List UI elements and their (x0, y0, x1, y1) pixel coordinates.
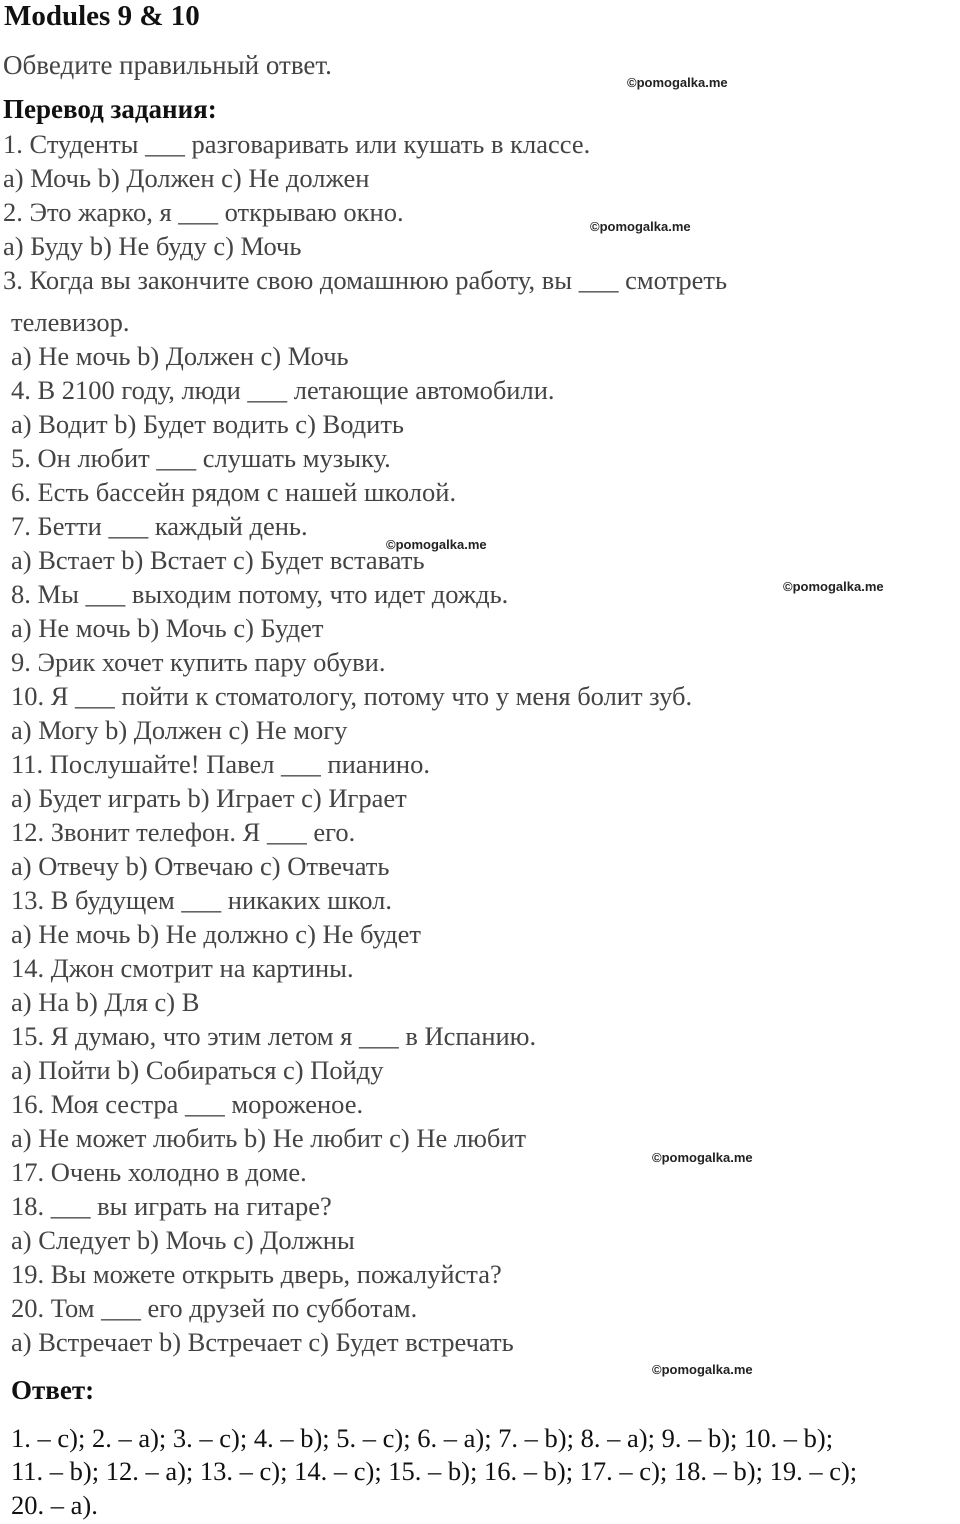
exercise-line: 19. Вы можете открыть дверь, пожалуйста? (11, 1259, 502, 1289)
exercise-line: a) На b) Для c) В (11, 987, 200, 1017)
exercise-line: a) Встает b) Встает c) Будет вставать (11, 545, 425, 575)
exercise-line: a) Водит b) Будет водить c) Водить (11, 409, 405, 439)
translation-heading: Перевод задания: (3, 94, 217, 124)
exercise-line: a) Встречает b) Встречает c) Будет встречать (11, 1327, 514, 1357)
exercise-line: 12. Звонит телефон. Я ___ его. (11, 817, 356, 847)
exercise-line: a) Не может любить b) Не любит c) Не любит (11, 1123, 527, 1153)
exercise-line: 11. Послушайте! Павел ___ пианино. (11, 749, 430, 779)
exercise-line: 6. Есть бассейн рядом с нашей школой. (11, 477, 457, 507)
answer-line: 20. – a). (11, 1490, 98, 1520)
answer-line: 1. – c); 2. – a); 3. – c); 4. – b); 5. – c); 6. – a); 7. – b); 8. – a); 9. – b); 10. – b); (11, 1423, 834, 1453)
instruction-text: Обведите правильный ответ. (3, 50, 332, 80)
watermark: ©pomogalka.me (652, 1362, 753, 1377)
exercise-line: a) Мочь b) Должен c) Не должен (3, 163, 370, 193)
exercise-line: a) Пойти b) Собираться c) Пойду (11, 1055, 384, 1085)
exercise-line: 9. Эрик хочет купить пару обуви. (11, 647, 386, 677)
exercise-line: 17. Очень холодно в доме. (11, 1157, 307, 1187)
exercise-line: a) Могу b) Должен c) Не могу (11, 715, 348, 745)
exercise-line: a) Не мочь b) Мочь c) Будет (11, 613, 324, 643)
exercise-line: a) Будет играть b) Играет c) Играет (11, 783, 407, 813)
exercise-line: телевизор. (11, 307, 130, 337)
exercise-line: a) Не мочь b) Должен c) Мочь (11, 341, 349, 371)
exercise-line: 5. Он любит ___ слушать музыку. (11, 443, 391, 473)
exercise-line: a) Следует b) Мочь c) Должны (11, 1225, 355, 1255)
watermark: ©pomogalka.me (652, 1150, 753, 1165)
answer-heading: Ответ: (11, 1375, 95, 1405)
exercise-line: a) Буду b) Не буду c) Мочь (3, 231, 302, 261)
exercise-line: 8. Мы ___ выходим потому, что идет дождь. (11, 579, 509, 609)
watermark: ©pomogalka.me (783, 579, 884, 594)
exercise-line: 10. Я ___ пойти к стоматологу, потому что у меня болит зуб. (11, 681, 693, 711)
watermark: ©pomogalka.me (590, 219, 691, 234)
answer-line: 11. – b); 12. – a); 13. – c); 14. – c); 15. – b); 16. – b); 17. – c); 18. – b); 19. – c); (11, 1456, 858, 1486)
watermark: ©pomogalka.me (627, 75, 728, 90)
exercise-line: 7. Бетти ___ каждый день. (11, 511, 308, 541)
exercise-line: 16. Моя сестра ___ мороженое. (11, 1089, 364, 1119)
page-title: Modules 9 & 10 (4, 0, 200, 32)
watermark: ©pomogalka.me (386, 537, 487, 552)
exercise-line: 20. Том ___ его друзей по субботам. (11, 1293, 418, 1323)
exercise-line: 2. Это жарко, я ___ открываю окно. (3, 197, 404, 227)
exercise-line: 13. В будущем ___ никаких школ. (11, 885, 392, 915)
exercise-line: 15. Я думаю, что этим летом я ___ в Испанию. (11, 1021, 537, 1051)
exercise-line: 18. ___ вы играть на гитаре? (11, 1191, 332, 1221)
exercise-line: a) Отвечу b) Отвечаю c) Отвечать (11, 851, 390, 881)
exercise-line: a) Не мочь b) Не должно c) Не будет (11, 919, 421, 949)
exercise-line: 4. В 2100 году, люди ___ летающие автомобили. (11, 375, 555, 405)
exercise-line: 3. Когда вы закончите свою домашнюю работу, вы ___ смотреть (3, 265, 728, 295)
exercise-line: 1. Студенты ___ разговаривать или кушать в классе. (3, 129, 591, 159)
exercise-line: 14. Джон смотрит на картины. (11, 953, 354, 983)
